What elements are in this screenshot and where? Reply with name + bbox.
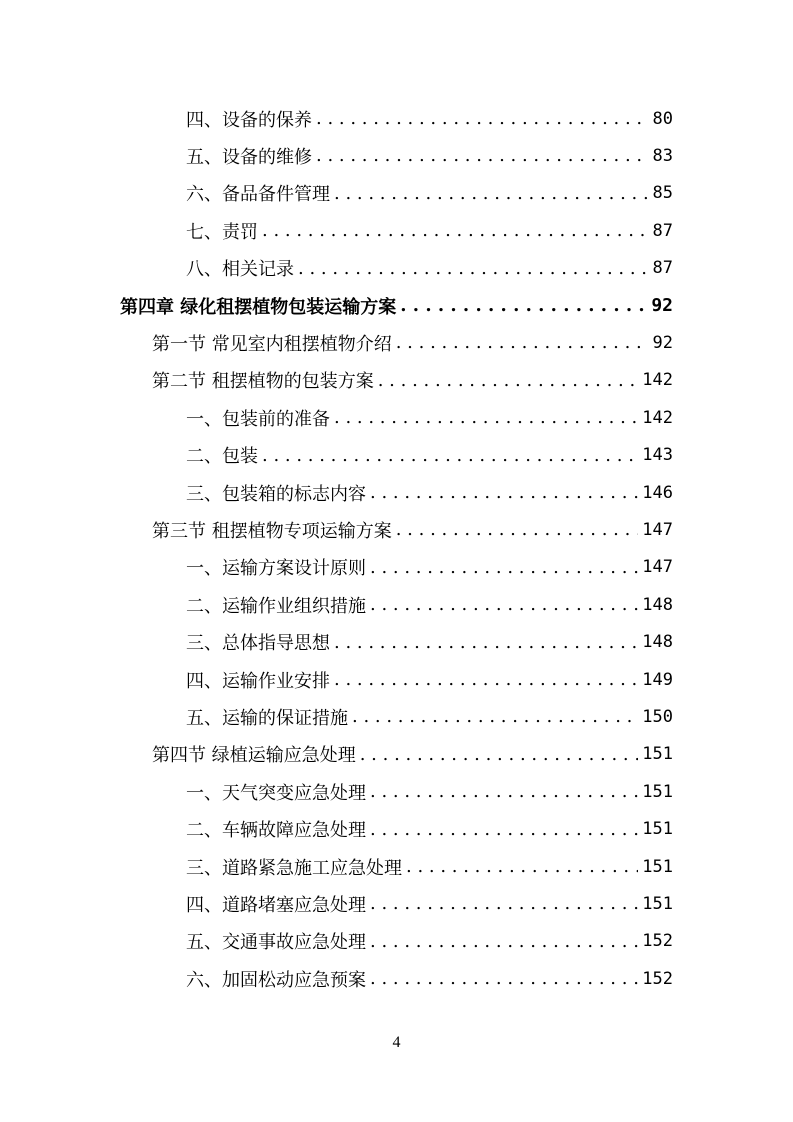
toc-entry[interactable] [152,324,673,361]
dot-leader [370,893,638,914]
toc-entry-page-number: 151 [642,893,673,914]
toc-entry-title: 四、道路堵塞应急处理 [186,894,366,916]
toc-entry-page-number: 87 [652,258,673,279]
dot-leader [334,669,638,690]
toc-entry-page-number: 83 [652,145,673,166]
toc-entry-page-number: 151 [642,819,673,840]
toc-entry-page-number: 147 [642,557,673,578]
toc-entry[interactable] [186,399,673,436]
dot-leader [370,594,638,615]
toc-entry[interactable] [186,773,673,810]
toc-entry-title: 二、包装 [186,446,258,468]
toc-entry-page-number: 148 [642,632,673,653]
toc-entry[interactable] [152,736,673,773]
toc-entry-page-number: 151 [642,744,673,765]
toc-entry-title: 一、运输方案设计原则 [186,558,366,580]
dot-leader [396,332,649,353]
dot-leader [370,482,638,503]
dot-leader [262,220,649,241]
toc-entry-page-number: 150 [642,706,673,727]
dot-leader [370,557,638,578]
toc-entry[interactable] [120,287,673,324]
toc-entry[interactable] [152,511,673,548]
toc-entry-title: 五、设备的维修 [186,146,312,168]
toc-entry[interactable] [186,811,673,848]
dot-leader [352,706,638,727]
toc-entry-title: 三、总体指导思想 [186,633,330,655]
toc-entry-page-number: 87 [652,220,673,241]
toc-entry[interactable] [186,100,673,137]
toc-entry-page-number: 143 [642,445,673,466]
toc-entry[interactable] [186,474,673,511]
toc-entry-page-number: 152 [642,931,673,952]
toc-entry-title: 一、包装前的准备 [186,408,330,430]
toc-entry-title: 七、责罚 [186,221,258,243]
page-number: 4 [392,1034,401,1051]
dot-leader [262,445,638,466]
toc-entry-title: 六、备品备件管理 [186,184,330,206]
toc-entry-title: 三、包装箱的标志内容 [186,483,366,505]
toc-entry-page-number: 80 [652,108,673,129]
dot-leader [360,744,639,765]
toc-entry[interactable] [186,960,673,997]
toc-entry-title: 三、道路紧急施工应急处理 [186,857,402,879]
toc-entry-page-number: 151 [642,856,673,877]
toc-entry-page-number: 146 [642,482,673,503]
dot-leader [400,295,647,316]
toc-entry-page-number: 142 [642,407,673,428]
toc-entry-page-number: 148 [642,594,673,615]
toc-entry-title: 第二节 租摆植物的包装方案 [152,371,374,393]
toc-entry[interactable] [186,848,673,885]
toc-entry-title: 四、运输作业安排 [186,670,330,692]
toc-entry[interactable] [186,212,673,249]
toc-entry-page-number: 149 [642,669,673,690]
toc-entry-page-number: 142 [642,370,673,391]
dot-leader [298,258,649,279]
toc-entry-title: 第三节 租摆植物专项运输方案 [152,520,392,542]
toc-entry-title: 六、加固松动应急预案 [186,969,366,991]
dot-leader [378,370,639,391]
toc-entry-title: 四、设备的保养 [186,109,312,131]
toc-entry-title: 五、交通事故应急处理 [186,932,366,954]
toc-entry[interactable] [186,250,673,287]
toc-entry[interactable] [186,586,673,623]
toc-entry[interactable] [186,437,673,474]
toc-entry[interactable] [186,549,673,586]
toc-entry-title: 二、运输作业组织措施 [186,595,366,617]
dot-leader [370,931,638,952]
toc-entry[interactable] [186,923,673,960]
toc-entry-page-number: 92 [651,295,673,316]
dot-leader [316,145,649,166]
toc-entry-title: 五、运输的保证措施 [186,707,348,729]
toc-entry[interactable] [152,362,673,399]
toc-entry-title: 第一节 常见室内租摆植物介绍 [152,333,392,355]
toc-entry[interactable] [186,885,673,922]
dot-leader [316,108,649,129]
toc-entry-page-number: 85 [652,183,673,204]
dot-leader [334,632,638,653]
toc-entry[interactable] [186,698,673,735]
toc-entry-title: 第四章 绿化租摆植物包装运输方案 [120,296,397,318]
dot-leader [396,519,639,540]
toc-entry-page-number: 151 [642,781,673,802]
dot-leader [334,183,649,204]
toc-entry-title: 第四节 绿植运输应急处理 [152,745,356,767]
toc-entry-title: 二、车辆故障应急处理 [186,820,366,842]
toc-entry-page-number: 147 [642,519,673,540]
toc-entry-title: 八、相关记录 [186,259,294,281]
toc-entry-page-number: 152 [642,968,673,989]
dot-leader [406,856,638,877]
toc-entry[interactable] [186,175,673,212]
dot-leader [334,407,638,428]
dot-leader [370,819,638,840]
toc-entry[interactable] [186,661,673,698]
toc-entry[interactable] [186,137,673,174]
toc-entry-title: 一、天气突变应急处理 [186,782,366,804]
toc-entry[interactable] [186,624,673,661]
dot-leader [370,781,638,802]
toc-entry-page-number: 92 [652,332,673,353]
dot-leader [370,968,638,989]
